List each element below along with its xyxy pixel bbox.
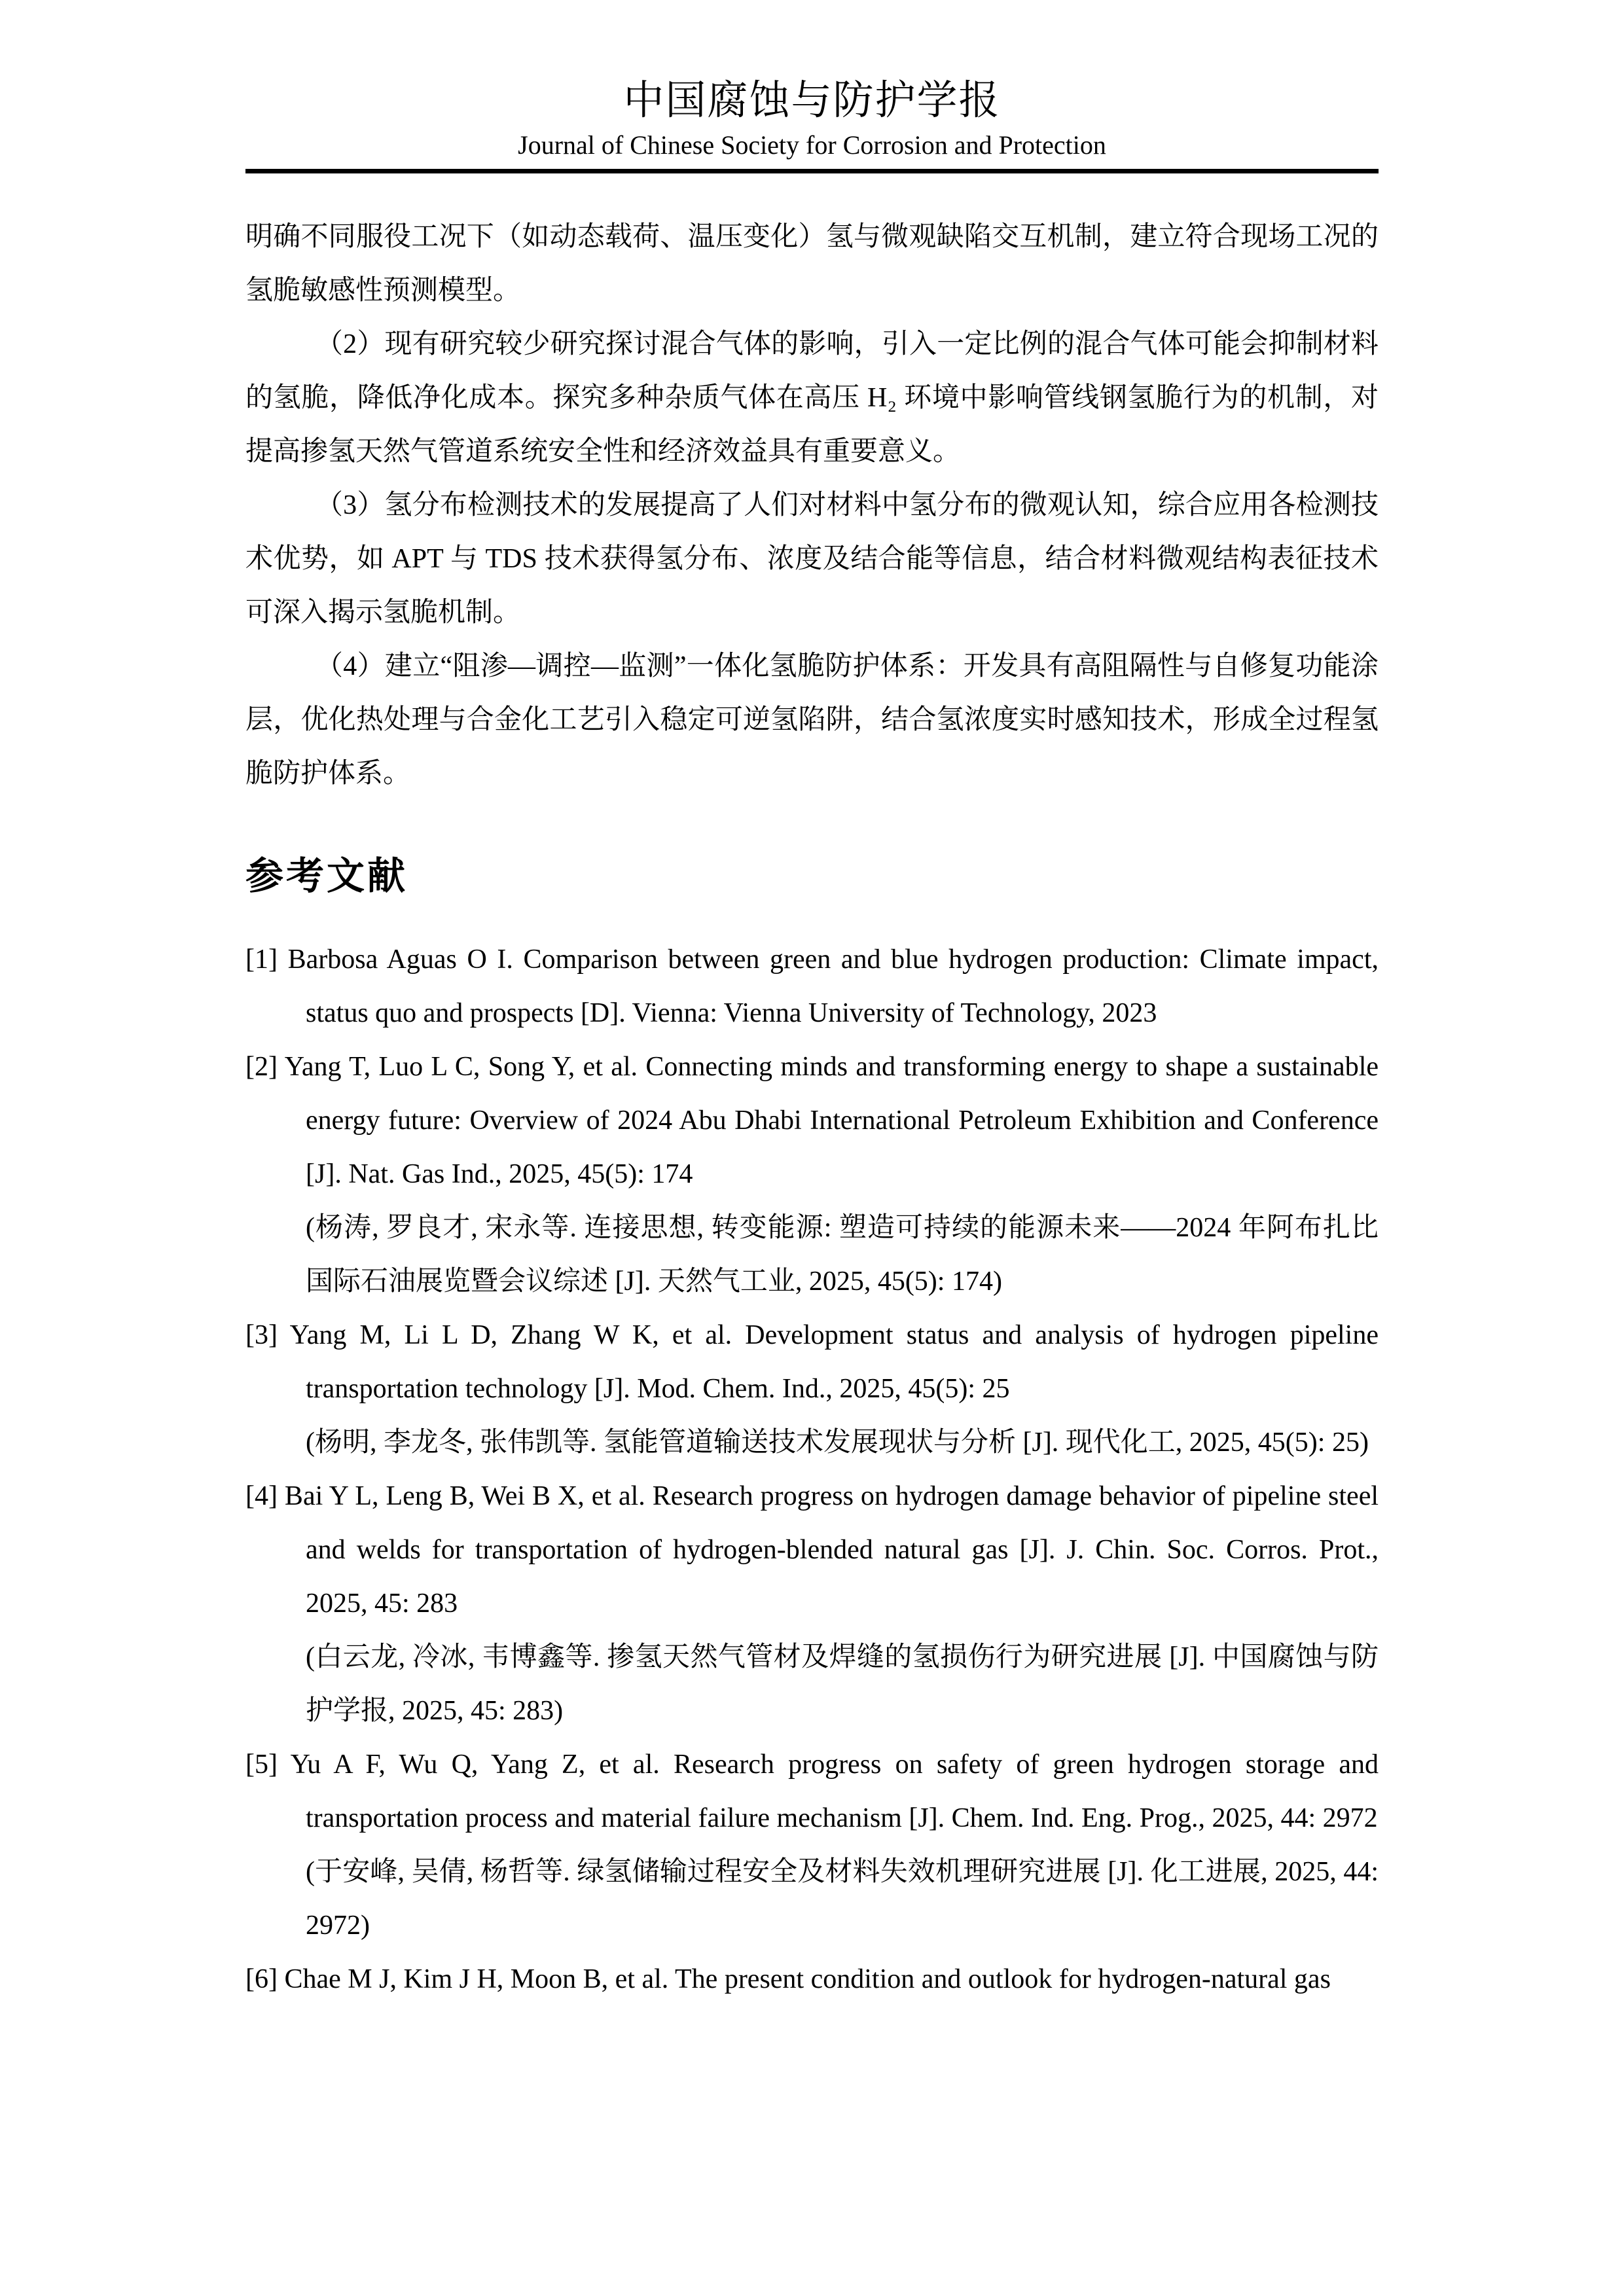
reference-6-english: [6] Chae M J, Kim J H, Moon B, et al. The present condition and outlook for hydrogen-natural gas — [245, 1964, 1331, 1994]
reference-2-english: [2] Yang T, Luo L C, Song Y, et al. Connecting minds and transforming energy to shape a sustainable energy future: Overview of 2024 Abu Dhabi International Petroleum Exhibition and Conference [J]. Nat. Gas Ind., 2025, 45(5): 174 — [245, 1052, 1379, 1189]
reference-item-2 — [245, 1040, 1379, 1308]
reference-item-3 — [245, 1308, 1379, 1469]
journal-title-chinese: 中国腐蚀与防护学报 — [623, 79, 1001, 123]
paragraph-carryover: 明确不同服役工况下（如动态载荷、温压变化）氢与微观缺陷交互机制，建立符合现场工况的氢脆敏感性预测模型。 — [245, 222, 1379, 306]
reference-item-6 — [245, 1952, 1379, 2006]
references-list — [245, 933, 1379, 2006]
reference-4-chinese: (白云龙, 冷冰, 韦博鑫等. 掺氢天然气管材及焊缝的氢损伤行为研究进展 [J]. 中国腐蚀与防护学报, 2025, 45: 283) — [306, 1642, 1379, 1726]
reference-item-1 — [245, 933, 1379, 1040]
reference-item-4 — [245, 1469, 1379, 1738]
journal-header — [245, 77, 1379, 173]
reference-3-chinese: (杨明, 李龙冬, 张伟凯等. 氢能管道输送技术发展现状与分析 [J]. 现代化工, 2025, 45(5): 25) — [306, 1427, 1369, 1458]
reference-5-english: [5] Yu A F, Wu Q, Yang Z, et al. Research progress on safety of green hydrogen storage and transportation process and material failure mechanism [J]. Chem. Ind. Eng. Prog., 2025, 44: 2972 — [245, 1749, 1379, 1833]
references-heading: 参考文献 — [245, 855, 408, 897]
paragraph-point-2: （2）现有研究较少研究探讨混合气体的影响，引入一定比例的混合气体可能会抑制材料的氢脆，降低净化成本。探究多种杂质气体在高压 H₂ 环境中影响管线钢氢脆行为的机制，对提高掺氢天然气管道系统安全性和经济效益具有重要意义。 — [245, 329, 1379, 467]
reference-5-chinese: (于安峰, 吴倩, 杨哲等. 绿氢储输过程安全及材料失效机理研究进展 [J]. 化工进展, 2025, 44: 2972) — [306, 1857, 1379, 1941]
reference-2-chinese: (杨涛, 罗良才, 宋永等. 连接思想, 转变能源: 塑造可持续的能源未来——2024 年阿布扎比国际石油展览暨会议综述 [J]. 天然气工业, 2025, 45(5): 174) — [306, 1213, 1379, 1297]
page-body — [245, 210, 1379, 2006]
paragraph-point-3: （3）氢分布检测技术的发展提高了人们对材料中氢分布的微观认知，综合应用各检测技术优势，如 APT 与 TDS 技术获得氢分布、浓度及结合能等信息，结合材料微观结构表征技术可深入揭示氢脆机制。 — [245, 490, 1379, 628]
reference-1-english: [1] Barbosa Aguas O I. Comparison between green and blue hydrogen production: Climate impact, status quo and prospects [D]. Vienna: Vienna University of Technology, 2023 — [245, 944, 1379, 1028]
header-divider-rule — [245, 169, 1379, 173]
reference-4-english: [4] Bai Y L, Leng B, Wei B X, et al. Research progress on hydrogen damage behavior of pipeline steel and welds for transportation of hydrogen-blended natural gas [J]. J. Chin. Soc. Corros. Prot., 2025, 45: 283 — [245, 1481, 1379, 1619]
reference-3-english: [3] Yang M, Li L D, Zhang W K, et al. Development status and analysis of hydrogen pipeline transportation technology [J]. Mod. Chem. Ind., 2025, 45(5): 25 — [245, 1320, 1379, 1404]
paragraph-point-4: （4）建立“阻渗—调控—监测”一体化氢脆防护体系：开发具有高阻隔性与自修复功能涂层，优化热处理与合金化工艺引入稳定可逆氢陷阱，结合氢浓度实时感知技术，形成全过程氢脆防护体系。 — [245, 651, 1379, 789]
reference-item-5 — [245, 1738, 1379, 1952]
journal-title-english: Journal of Chinese Society for Corrosion and Protection — [518, 130, 1106, 160]
